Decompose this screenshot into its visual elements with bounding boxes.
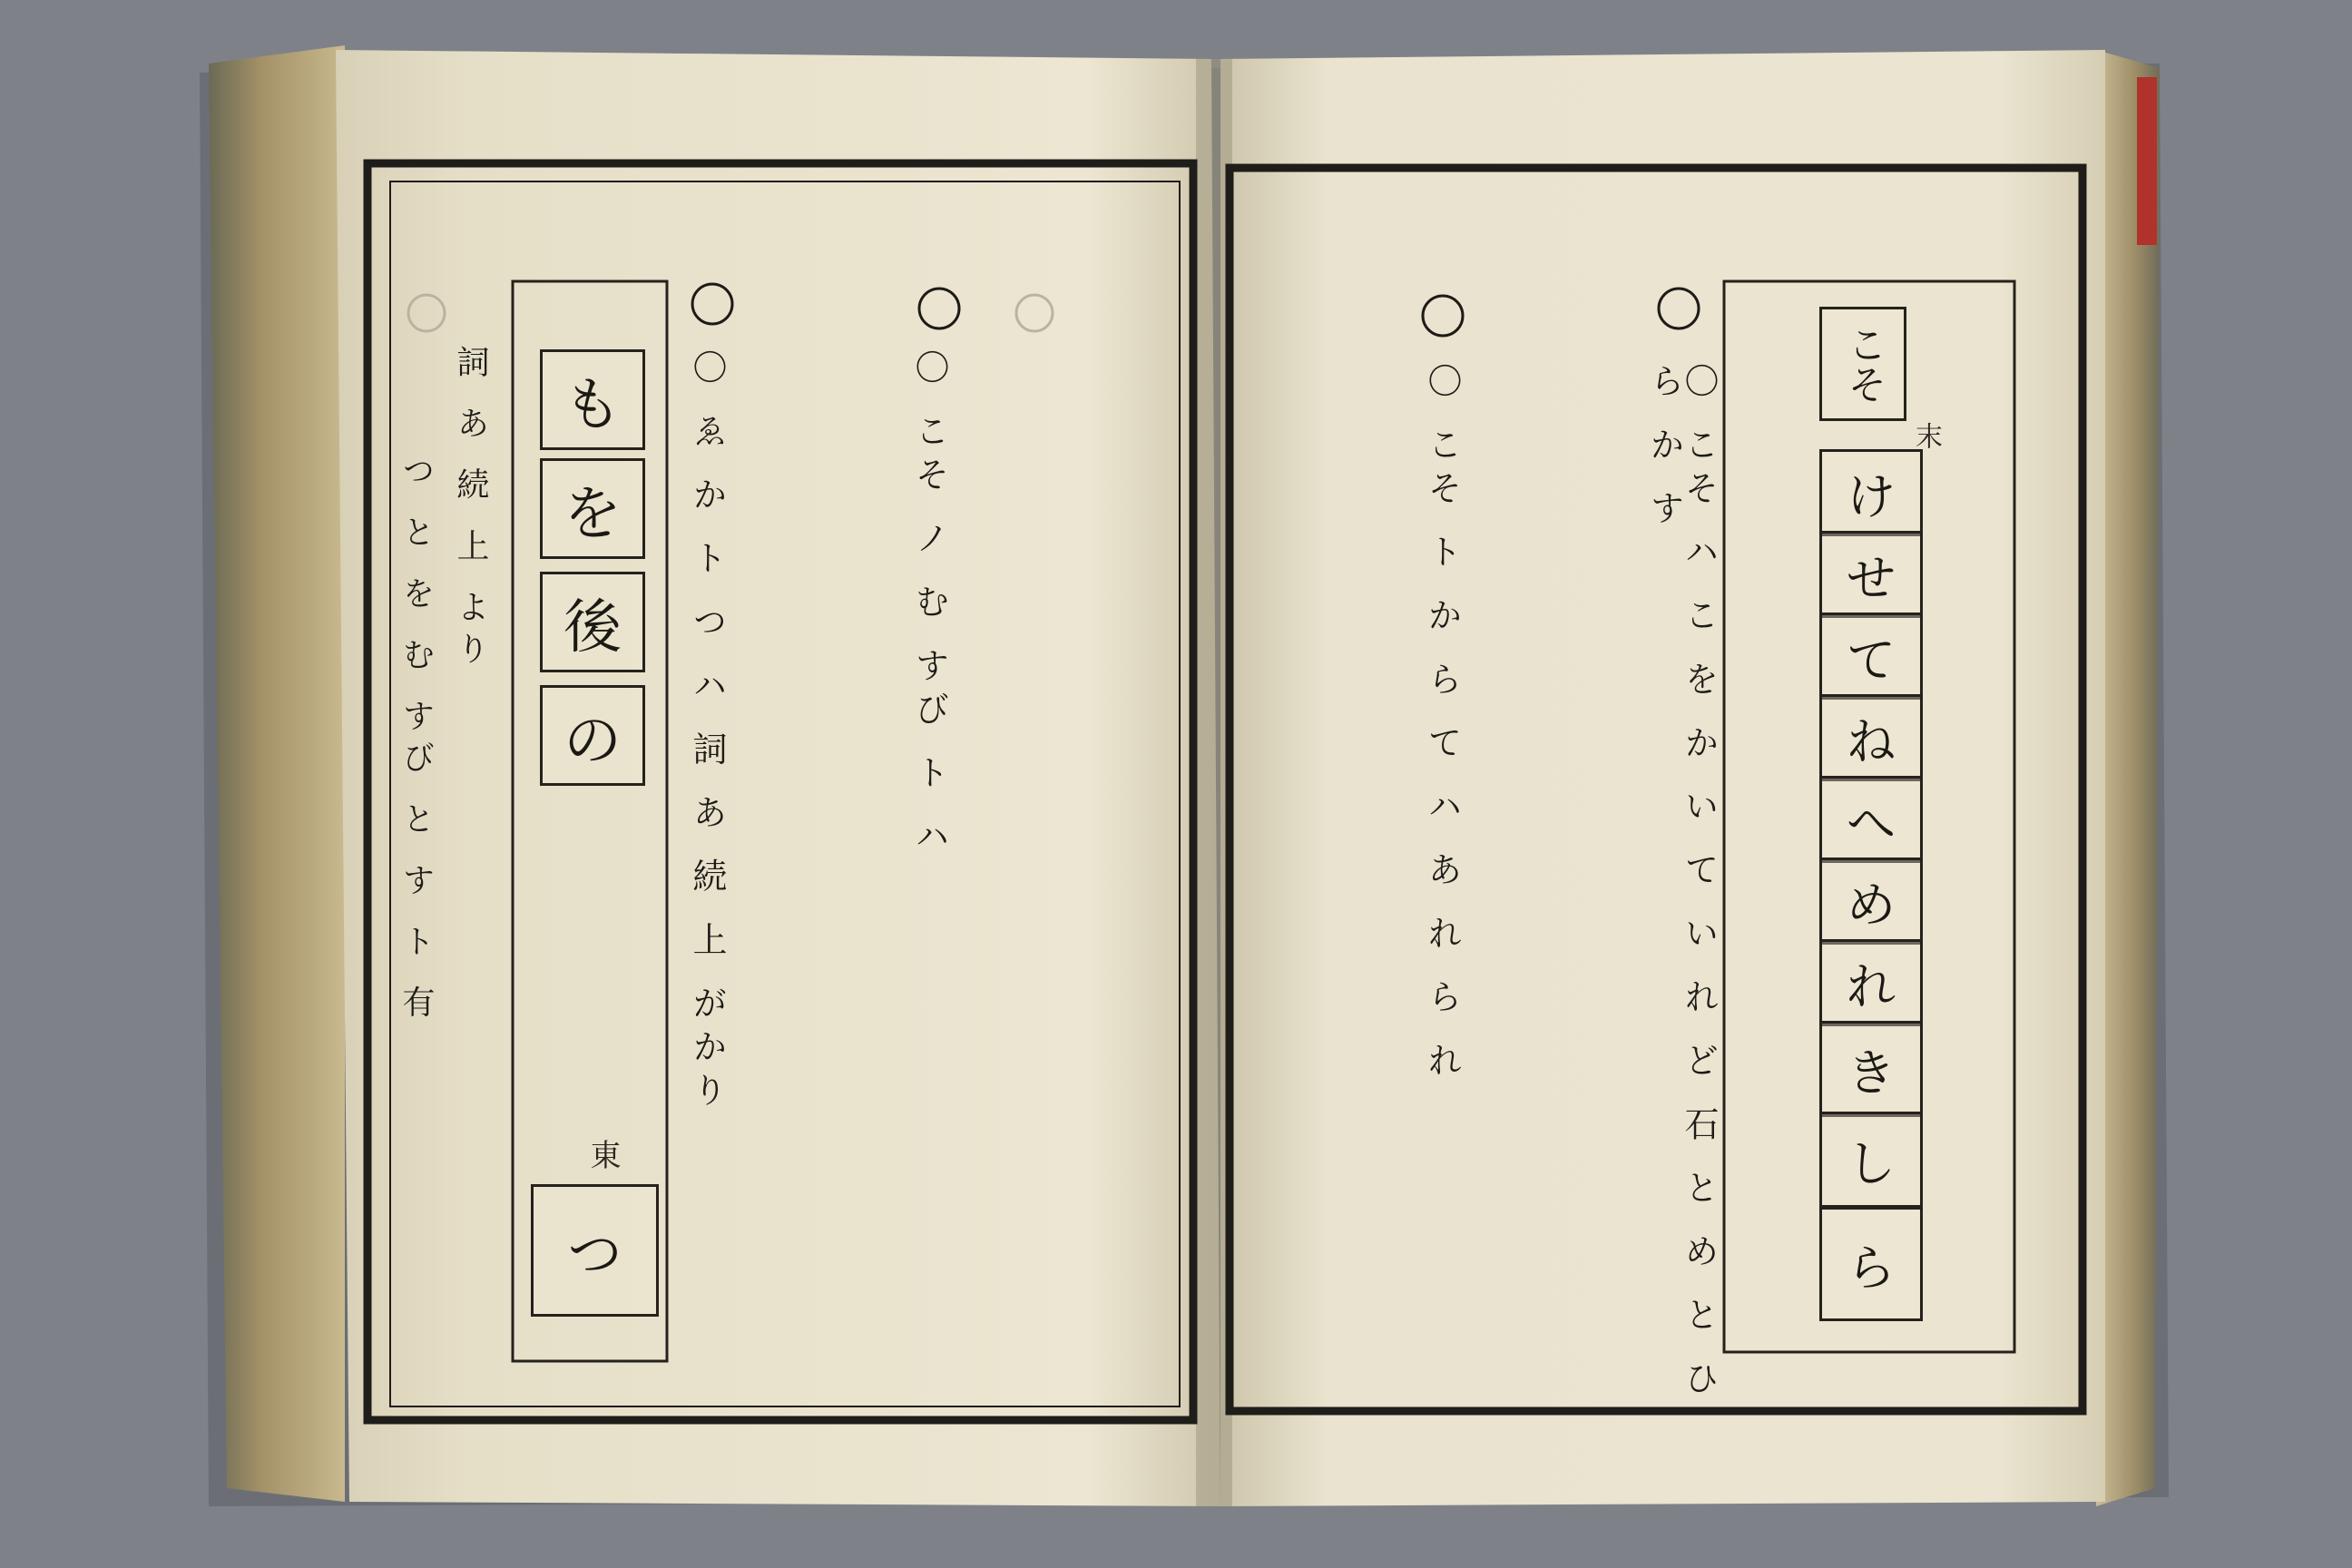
kana-box-he: へ [1819,776,1923,863]
right-column-1: 〇 こそ ハ こ を か い て い れ ど 石 と め と ひ ら か す [1644,363,1719,1405]
left-bottom-marker: 東 [584,1139,621,1170]
kana-box-ra: ら [1819,1207,1923,1321]
left-bottom-box: つ [531,1184,659,1317]
char-box-mo: も [540,349,645,450]
kana-box-koso: こそ [1819,307,1906,421]
left-column-4: つ と を む すび と す ト 有 [397,454,435,1027]
kana-box-ne: ね [1819,694,1923,781]
right-top-marker: 末 [1910,422,1942,449]
kana-box-te: て [1819,612,1923,700]
kana-box-me: め [1819,858,1923,945]
char-box-no: の [540,685,645,786]
kana-box-se: せ [1819,531,1923,618]
left-column-1: 〇 こそ ノ む すび ト ハ [909,349,949,862]
char-box-wo: を [540,458,645,559]
right-column-2: 〇 こそ ト か ら て ハ あ れ ら れ [1422,363,1462,1086]
char-box-go: 後 [540,572,645,672]
kana-box-ke: け [1819,449,1923,536]
kana-box-re: れ [1819,939,1923,1026]
left-column-2: 〇 ゑ か ト つ ハ 詞 あ 続 上 がかり [687,349,727,1116]
kana-box-shi: し [1819,1112,1923,1208]
kana-box-ki: き [1819,1021,1923,1117]
left-column-3: 詞 あ 続 上 より [452,345,489,673]
